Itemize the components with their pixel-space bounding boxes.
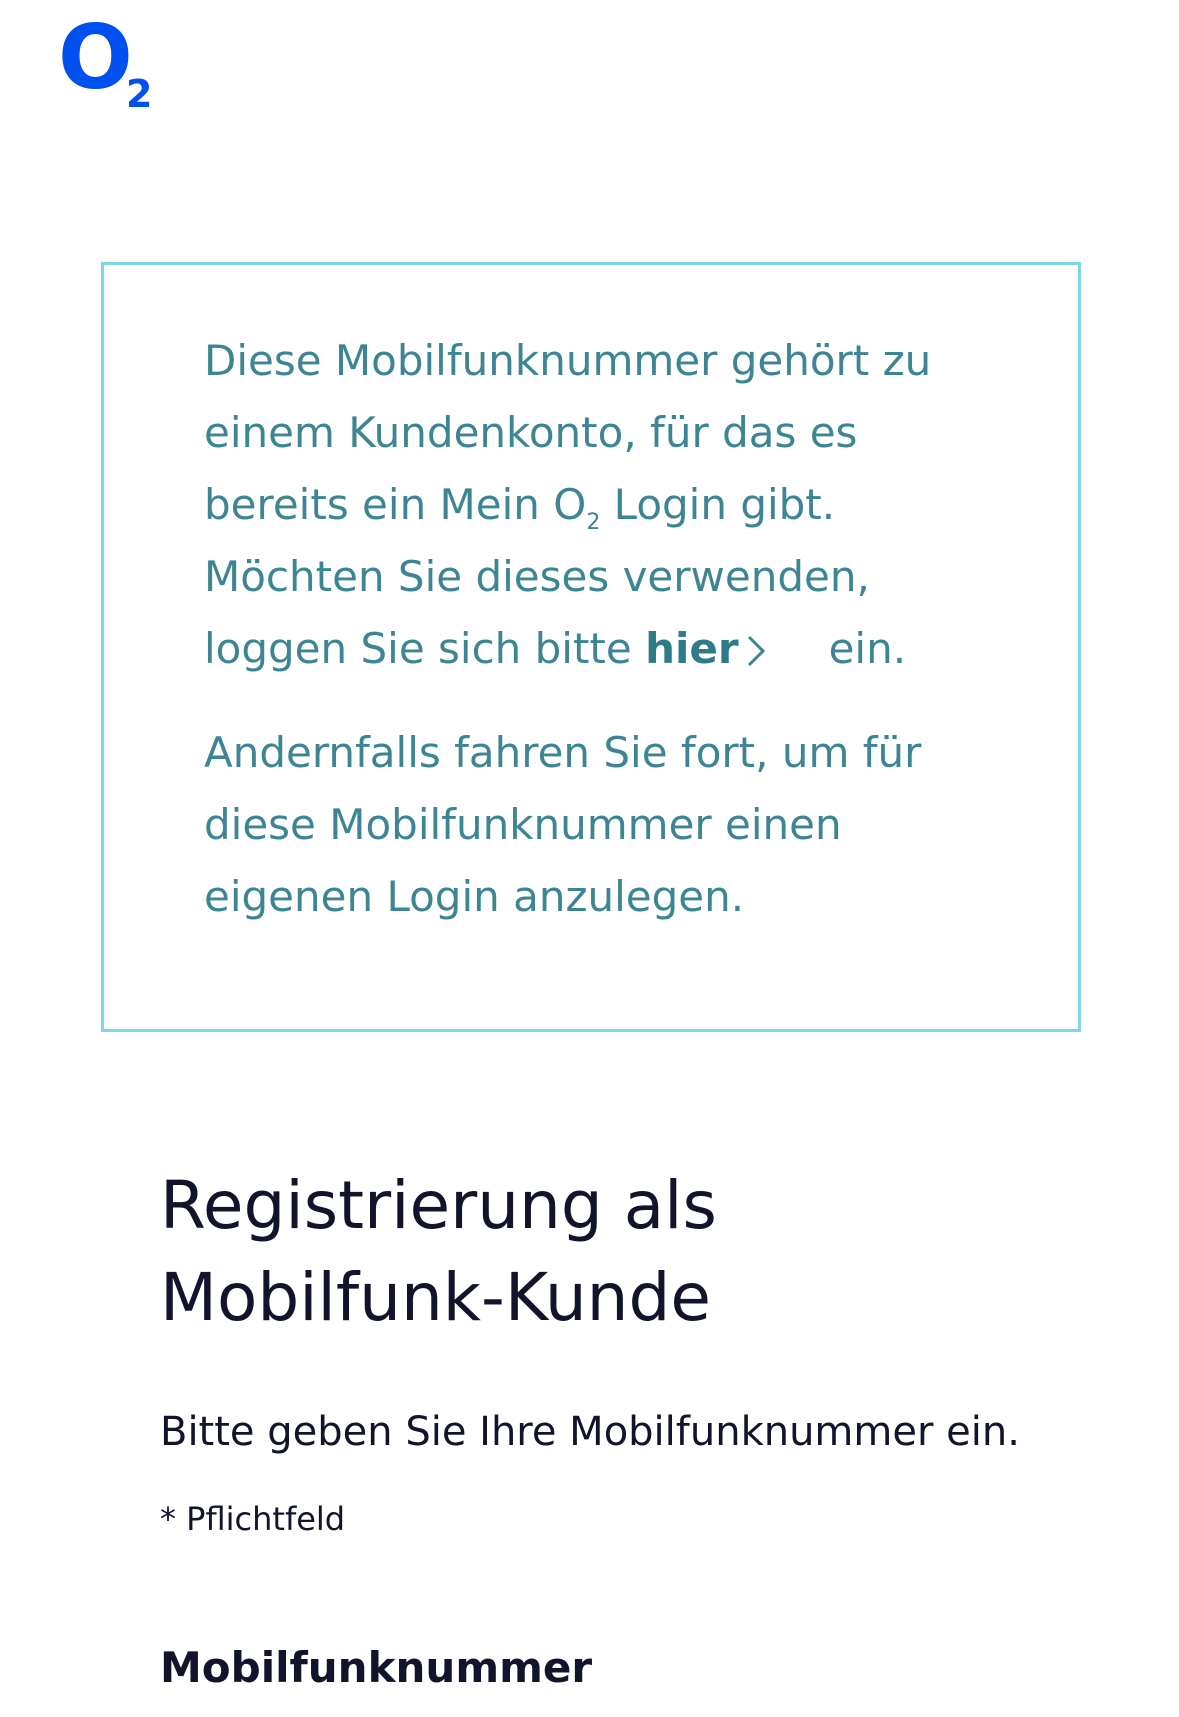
info-text-part: Login gibt. Möchten Sie dieses verwenden, loggen Sie sich bitte: [204, 480, 870, 673]
info-subscript: 2: [586, 510, 601, 535]
login-here-link-label: hier: [645, 624, 739, 673]
mobile-number-label: Mobilfunknummer: [160, 1643, 593, 1692]
login-here-link[interactable]: [645, 624, 829, 673]
info-paragraph-otherwise: Andernfalls fahren Sie fort, um für diese Mobilfunknummer einen eigenen Login anzulegen.: [204, 728, 922, 921]
logo-letter: O: [58, 6, 131, 109]
instruction-text: Bitte geben Sie Ihre Mobilfunknummer ein.: [160, 1409, 1020, 1455]
info-paragraph-existing-login: [204, 325, 1004, 685]
info-text-part: Diese Mobilfunknummer gehört zu einem Kundenkonto, für das es bereits ein Mein O: [204, 336, 932, 529]
info-box: [101, 262, 1081, 1032]
required-field-note: * Pflichtfeld: [160, 1500, 346, 1538]
o2-logo[interactable]: [58, 6, 158, 118]
logo-subscript: 2: [126, 72, 153, 116]
info-text-part: ein.: [828, 624, 907, 673]
chevron-right-icon: [745, 633, 767, 669]
page-title: Registrierung als Mobilfunk-Kunde: [160, 1167, 717, 1336]
info-text: [204, 325, 1004, 933]
